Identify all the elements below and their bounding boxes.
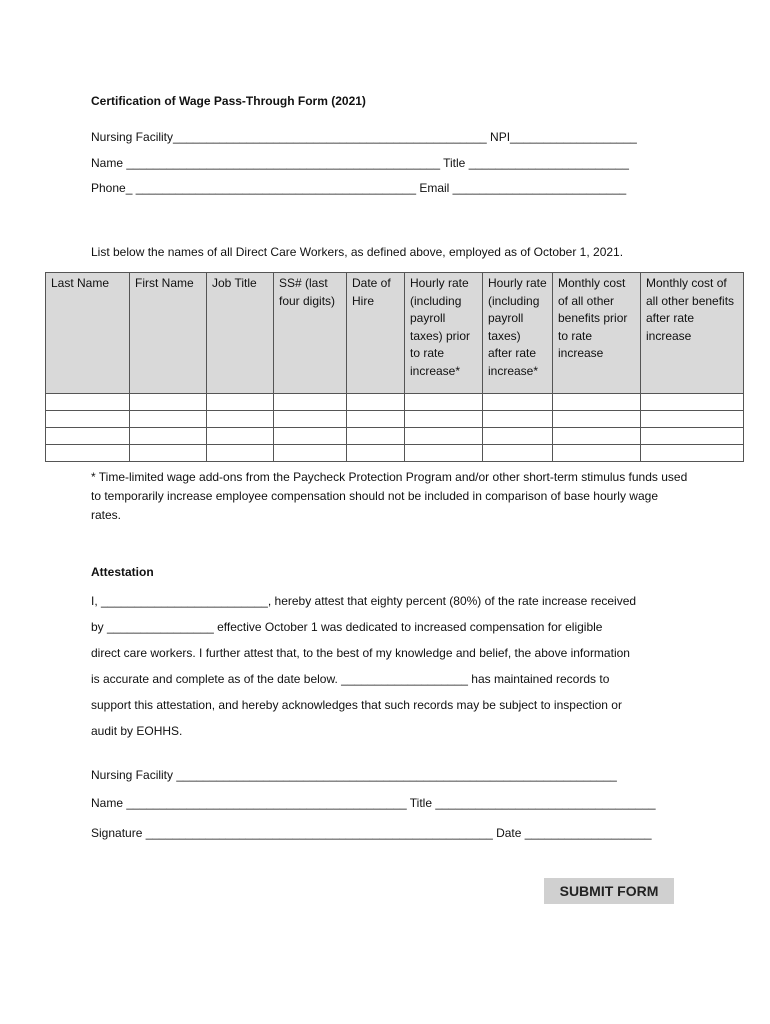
attestation-line[interactable]: by ________________ effective October 1 was dedicated to increased compensation for eligible xyxy=(91,620,603,634)
table-cell[interactable] xyxy=(46,428,130,445)
table-cell[interactable] xyxy=(483,394,553,411)
header-benefits-prior: Monthly cost of all other benefits prior to rate increase xyxy=(553,273,641,394)
table-cell[interactable] xyxy=(347,411,405,428)
table-cell[interactable] xyxy=(553,445,641,462)
header-hourly-rate-after: Hourly rate (including payroll taxes) after rate increase* xyxy=(483,273,553,394)
table-cell[interactable] xyxy=(46,445,130,462)
header-date-of-hire: Date of Hire xyxy=(347,273,405,394)
table-cell[interactable] xyxy=(46,411,130,428)
table-cell[interactable] xyxy=(207,428,274,445)
table-cell[interactable] xyxy=(553,411,641,428)
table-cell[interactable] xyxy=(483,411,553,428)
table-cell[interactable] xyxy=(641,428,744,445)
header-benefits-after: Monthly cost of all other benefits after rate increase xyxy=(641,273,744,394)
header-job-title: Job Title xyxy=(207,273,274,394)
attestation-line: support this attestation, and hereby acknowledges that such records may be subject to inspection or xyxy=(91,698,622,712)
table-cell[interactable] xyxy=(274,394,347,411)
table-cell[interactable] xyxy=(405,445,483,462)
phone-email-line[interactable]: Phone_ __________________________________________ Email __________________________ xyxy=(91,181,627,195)
table-cell[interactable] xyxy=(347,428,405,445)
table-cell[interactable] xyxy=(347,394,405,411)
form-title: Certification of Wage Pass-Through Form (2021) xyxy=(91,94,366,108)
attestation-line[interactable]: I, _________________________, hereby attest that eighty percent (80%) of the rate increase received xyxy=(91,594,637,608)
table-cell[interactable] xyxy=(130,411,207,428)
header-first-name: First Name xyxy=(130,273,207,394)
submit-form-button[interactable]: SUBMIT FORM xyxy=(544,878,674,904)
table-cell[interactable] xyxy=(553,428,641,445)
table-intro: List below the names of all Direct Care Workers, as defined above, employed as of October 1, 2021. xyxy=(91,245,624,259)
attestation-line: direct care workers. I further attest that, to the best of my knowledge and belief, the above information xyxy=(91,646,630,660)
name-title-line[interactable]: Name _______________________________________________ Title ________________________ xyxy=(91,156,629,170)
table-cell[interactable] xyxy=(347,445,405,462)
signature-date-line[interactable]: Signature ____________________________________________________ Date ___________________ xyxy=(91,826,652,840)
attestation-line: audit by EOHHS. xyxy=(91,724,183,738)
header-hourly-rate-prior: Hourly rate (including payroll taxes) prior to rate increase* xyxy=(405,273,483,394)
table-cell[interactable] xyxy=(130,445,207,462)
table-cell[interactable] xyxy=(483,428,553,445)
table-cell[interactable] xyxy=(274,411,347,428)
header-last-name: Last Name xyxy=(46,273,130,394)
table-cell[interactable] xyxy=(483,445,553,462)
table-cell[interactable] xyxy=(130,394,207,411)
table-cell[interactable] xyxy=(641,394,744,411)
table-cell[interactable] xyxy=(274,428,347,445)
table-cell[interactable] xyxy=(46,394,130,411)
table-cell[interactable] xyxy=(553,394,641,411)
attestation-title: Attestation xyxy=(91,565,154,579)
table-header-row xyxy=(46,273,744,394)
table-cell[interactable] xyxy=(130,428,207,445)
nursing-facility-npi-line[interactable]: Nursing Facility_______________________________________________ NPI___________________ xyxy=(91,130,637,144)
table-cell[interactable] xyxy=(207,411,274,428)
table-cell[interactable] xyxy=(207,445,274,462)
table-row xyxy=(46,428,744,445)
table-row xyxy=(46,445,744,462)
attestation-line[interactable]: is accurate and complete as of the date below. ___________________ has maintained records to xyxy=(91,672,610,686)
direct-care-workers-table xyxy=(45,272,744,462)
table-cell[interactable] xyxy=(641,445,744,462)
table-cell[interactable] xyxy=(405,394,483,411)
table-cell[interactable] xyxy=(207,394,274,411)
table-cell[interactable] xyxy=(274,445,347,462)
table-row xyxy=(46,394,744,411)
table-cell[interactable] xyxy=(641,411,744,428)
signature-name-title-line[interactable]: Name __________________________________________ Title _________________________________ xyxy=(91,796,656,810)
header-ss-last-four: SS# (last four digits) xyxy=(274,273,347,394)
table-row xyxy=(46,411,744,428)
table-cell[interactable] xyxy=(405,428,483,445)
signature-nursing-facility-line[interactable]: Nursing Facility __________________________________________________________________ xyxy=(91,768,617,782)
table-cell[interactable] xyxy=(405,411,483,428)
footnote: * Time-limited wage add-ons from the Paycheck Protection Program and/or other short-term stimulus funds used to temporarily increase employee compensation should not be included in comparison of base hourly wage rates. xyxy=(91,470,688,522)
